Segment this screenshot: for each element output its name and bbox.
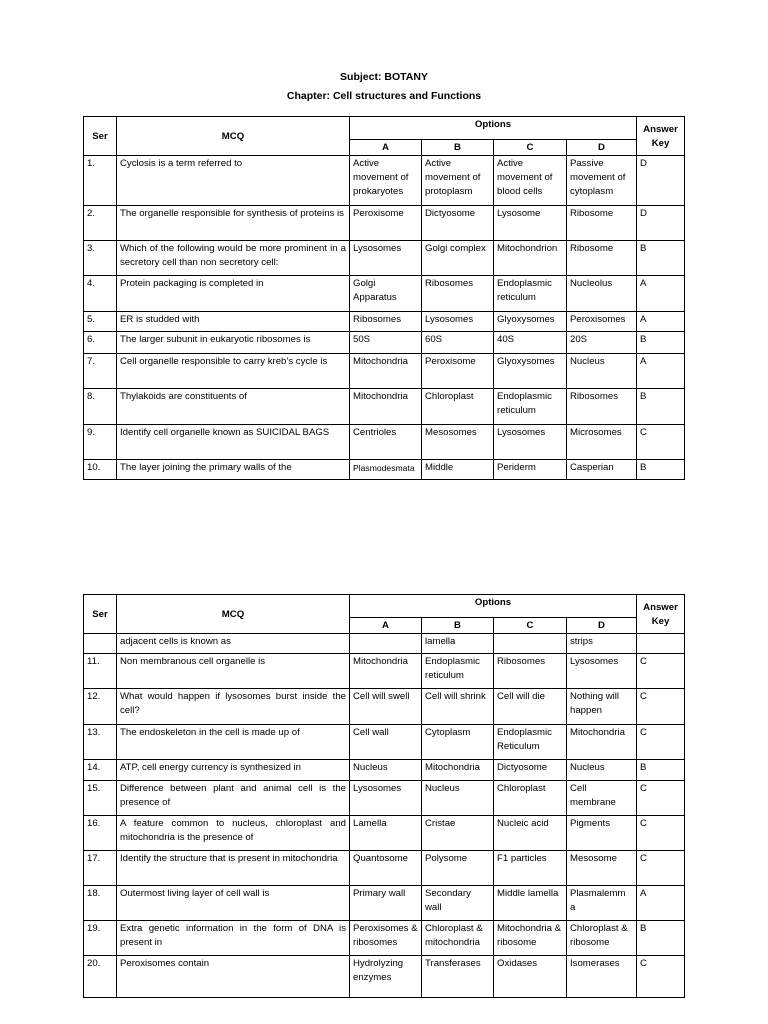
option-d: Nucleolus [567,276,637,312]
question-number: 3. [84,241,117,276]
answer-key: D [637,206,685,241]
option-a: Peroxisome [350,206,422,241]
question-text: Identify the structure that is present in mitochondria [117,851,350,886]
question-text: Non membranous cell organelle is [117,654,350,689]
option-b: Cristae [422,816,494,851]
question-text: Difference between plant and animal cell is the presence of [117,781,350,816]
option-d: Nucleus [567,760,637,781]
answer-key: C [637,725,685,760]
option-c: Lysosome [494,206,567,241]
question-text: Cyclosis is a term referred to [117,156,350,206]
continuation-option-c [494,634,567,654]
option-c: Mitochondria & ribosome [494,921,567,956]
question-number: 11. [84,654,117,689]
question-number: 6. [84,332,117,354]
option-a-header: A [350,618,422,634]
question-number: 19. [84,921,117,956]
table-row [84,956,685,998]
option-c: Oxidases [494,956,567,998]
option-c: Lysosomes [494,425,567,460]
question-number: 12. [84,689,117,725]
table-row [84,389,685,425]
answer-key: B [637,921,685,956]
option-a: Plasmodesmata [350,460,422,480]
continuation-option-d: strips [567,634,637,654]
option-c: Glyoxysomes [494,312,567,332]
option-b: Cytoplasm [422,725,494,760]
options-header: Options [350,595,637,618]
table-row [84,781,685,816]
subject-title: Subject: BOTANY [340,71,428,83]
option-b: Cell will shrink [422,689,494,725]
question-number: 20. [84,956,117,998]
question-text: Cell organelle responsible to carry kreb’s cycle is [117,354,350,389]
question-number: 13. [84,725,117,760]
question-number: 18. [84,886,117,921]
question-number: 4. [84,276,117,312]
ser-header: Ser [84,595,117,634]
table-row [84,276,685,312]
question-number: 10. [84,460,117,480]
option-c: Nucleic acid [494,816,567,851]
option-a: 50S [350,332,422,354]
answer-key: C [637,689,685,725]
option-b: Secondary wall [422,886,494,921]
answer-key: C [637,781,685,816]
table-2-body [84,654,685,998]
option-b: Chloroplast & mitochondria [422,921,494,956]
continuation-question: adjacent cells is known as [117,634,350,654]
continuation-ser [84,634,117,654]
answer-key: C [637,654,685,689]
option-b-header: B [422,618,494,634]
option-b: Polysome [422,851,494,886]
option-b: Active movement of protoplasm [422,156,494,206]
option-d: Isomerases [567,956,637,998]
option-a: Lysosomes [350,241,422,276]
chapter-title: Chapter: Cell structures and Functions [286,90,482,102]
option-b: Ribosomes [422,276,494,312]
option-b: 60S [422,332,494,354]
question-number: 5. [84,312,117,332]
answer-key: C [637,425,685,460]
mcq-table-2 [83,594,685,998]
option-b: Endoplasmic reticulum [422,654,494,689]
option-b: Middle [422,460,494,480]
option-a: Mitochondria [350,389,422,425]
question-number: 16. [84,816,117,851]
option-a: Hydrolyzing enzymes [350,956,422,998]
table-row [84,425,685,460]
option-c-header: C [494,618,567,634]
question-number: 1. [84,156,117,206]
question-number: 14. [84,760,117,781]
table-row [84,654,685,689]
option-d: Pigments [567,816,637,851]
option-a: Peroxisomes & ribosomes [350,921,422,956]
option-d: Nucleus [567,354,637,389]
option-d: Microsomes [567,425,637,460]
option-d: Chloroplast & ribosome [567,921,637,956]
answer-key: A [637,276,685,312]
answer-key: C [637,851,685,886]
option-a: Primary wall [350,886,422,921]
option-d: Peroxisomes [567,312,637,332]
option-d: 20S [567,332,637,354]
option-c-header: C [494,140,567,156]
mcq-header: MCQ [117,117,350,156]
question-number: 9. [84,425,117,460]
option-a: Quantosome [350,851,422,886]
question-text: Thylakoids are constituents of [117,389,350,425]
answer-key: A [637,312,685,332]
question-number: 17. [84,851,117,886]
option-b: Golgi complex [422,241,494,276]
option-d: Plasmalemm a [567,886,637,921]
option-c: Dictyosome [494,760,567,781]
table-row [84,689,685,725]
question-text: What would happen if lysosomes burst inside the cell? [117,689,350,725]
table-row [84,760,685,781]
table-row [84,851,685,886]
answer-key: D [637,156,685,206]
table-row [84,886,685,921]
option-b: Peroxisome [422,354,494,389]
option-c: F1 particles [494,851,567,886]
question-text: The endoskeleton in the cell is made up of [117,725,350,760]
option-d: Mesosome [567,851,637,886]
option-c: Mitochondrion [494,241,567,276]
question-text: Which of the following would be more prominent in a secretory cell than non secretory cell: [117,241,350,276]
option-a: Active movement of prokaryotes [350,156,422,206]
option-b: Transferases [422,956,494,998]
answer-key: B [637,760,685,781]
answer-key: B [637,332,685,354]
mcq-header: MCQ [117,595,350,634]
option-a: Cell wall [350,725,422,760]
answer-key: A [637,354,685,389]
table-row [84,460,685,480]
question-text: ER is studded with [117,312,350,332]
table-row [84,354,685,389]
option-a: Lysosomes [350,781,422,816]
option-d: Mitochondria [567,725,637,760]
question-text: Protein packaging is completed in [117,276,350,312]
option-c: Middle lamella [494,886,567,921]
option-c: Endoplasmic reticulum [494,276,567,312]
option-a: Golgi Apparatus [350,276,422,312]
answer-key: C [637,816,685,851]
option-c: Endoplasmic reticulum [494,389,567,425]
question-text: A feature common to nucleus, chloroplast and mitochondria is the presence of [117,816,350,851]
table-row [84,332,685,354]
answer-key-header: Answer Key [637,595,685,634]
option-c: Periderm [494,460,567,480]
question-text: The layer joining the primary walls of the [117,460,350,480]
option-c: 40S [494,332,567,354]
table-row [84,156,685,206]
option-c: Chloroplast [494,781,567,816]
question-text: The organelle responsible for synthesis of proteins is [117,206,350,241]
table-row [84,816,685,851]
answer-key: B [637,241,685,276]
question-text: Outermost living layer of cell wall is [117,886,350,921]
option-a: Cell will swell [350,689,422,725]
answer-key: C [637,956,685,998]
question-number: 8. [84,389,117,425]
option-c: Ribosomes [494,654,567,689]
question-text: Identify cell organelle known as SUICIDAL BAGS [117,425,350,460]
option-d-header: D [567,618,637,634]
option-b: Chloroplast [422,389,494,425]
option-b: Mitochondria [422,760,494,781]
option-b: Lysosomes [422,312,494,332]
option-a: Mitochondria [350,654,422,689]
option-b-header: B [422,140,494,156]
option-a: Lamella [350,816,422,851]
option-d: Nothing will happen [567,689,637,725]
table-row [84,206,685,241]
table-row [84,241,685,276]
option-c: Active movement of blood cells [494,156,567,206]
option-a-header: A [350,140,422,156]
option-b: Mesosomes [422,425,494,460]
option-d: Ribosome [567,241,637,276]
option-d: Ribosome [567,206,637,241]
option-d: Cell membrane [567,781,637,816]
answer-key: B [637,460,685,480]
answer-key: B [637,389,685,425]
continuation-row [84,634,685,654]
table-row [84,725,685,760]
option-c: Endoplasmic Reticulum [494,725,567,760]
ser-header: Ser [84,117,117,156]
option-b: Dictyosome [422,206,494,241]
question-number: 15. [84,781,117,816]
option-a: Centrioles [350,425,422,460]
table-row [84,312,685,332]
question-text: The larger subunit in eukaryotic ribosomes is [117,332,350,354]
option-a: Ribosomes [350,312,422,332]
mcq-table-1 [83,116,685,480]
question-number: 2. [84,206,117,241]
options-header: Options [350,117,637,140]
option-d: Ribosomes [567,389,637,425]
option-d-header: D [567,140,637,156]
continuation-key [637,634,685,654]
continuation-option-a [350,634,422,654]
option-d: Casperian [567,460,637,480]
option-a: Mitochondria [350,354,422,389]
option-a: Nucleus [350,760,422,781]
question-text: Extra genetic information in the form of DNA is present in [117,921,350,956]
continuation-option-b: lamella [422,634,494,654]
table-1-body [84,156,685,480]
option-b: Nucleus [422,781,494,816]
answer-key-header: Answer Key [637,117,685,156]
table-row [84,921,685,956]
option-d: Passive movement of cytoplasm [567,156,637,206]
question-text: ATP, cell energy currency is synthesized in [117,760,350,781]
answer-key: A [637,886,685,921]
option-c: Cell will die [494,689,567,725]
question-text: Peroxisomes contain [117,956,350,998]
option-d: Lysosomes [567,654,637,689]
option-c: Glyoxysomes [494,354,567,389]
question-number: 7. [84,354,117,389]
